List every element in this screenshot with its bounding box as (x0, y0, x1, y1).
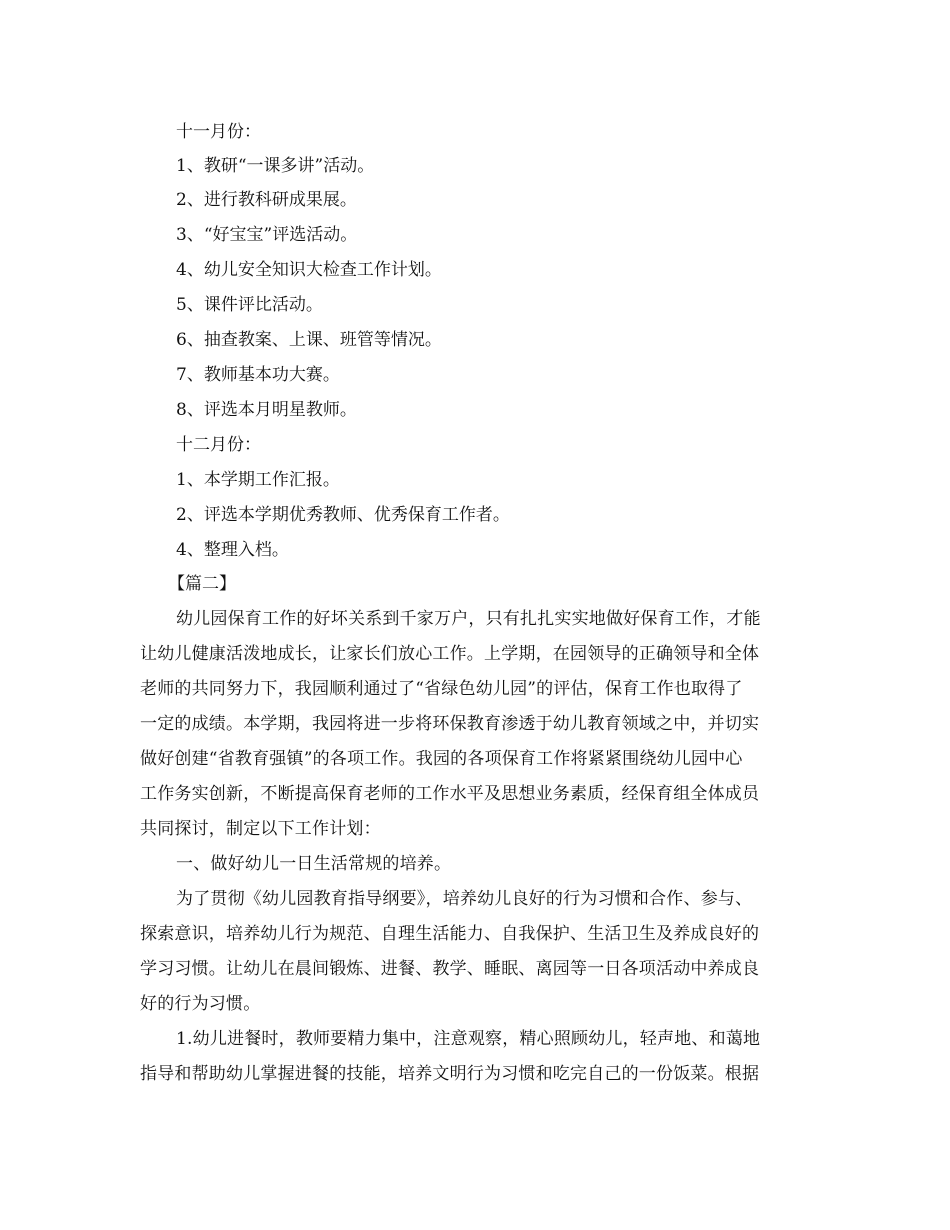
november-item-1: 1、教研“一课多讲”活动。 (176, 156, 375, 176)
section-one-line-1: 为了贯彻《幼儿园教育指导纲要》，培养幼儿良好的行为习惯和合作、参与、 (176, 889, 753, 909)
intro-line-5: 做好创建“省教育强镇”的各项工作。我园的各项保育工作将紧紧围绕幼儿园中心 (140, 749, 743, 769)
section-one-heading: 一、做好幼儿一日生活常规的培养。 (176, 854, 452, 874)
intro-line-2: 让幼儿健康活泼地成长，让家长们放心工作。上学期，在园领导的正确领导和全体 (140, 644, 760, 664)
december-item-3: 4、整理入档。 (176, 540, 289, 560)
november-item-6: 6、抽查教案、上课、班管等情况。 (176, 330, 442, 350)
november-item-4: 4、幼儿安全知识大检查工作计划。 (176, 260, 442, 280)
november-item-7: 7、教师基本功大赛。 (176, 365, 340, 385)
intro-line-4: 一定的成绩。本学期，我园将进一步将环保教育渗透于幼儿教育领域之中，并切实 (140, 714, 760, 734)
intro-line-1: 幼儿园保育工作的好坏关系到千家万户，只有扎扎实实地做好保育工作，才能 (176, 609, 761, 629)
november-item-2: 2、进行教科研成果展。 (176, 190, 357, 210)
item-one-line-1: 1.幼儿进餐时，教师要精力集中，注意观察，精心照顾幼儿，轻声地、和蔼地 (176, 1029, 761, 1049)
intro-line-6: 工作务实创新，不断提高保育老师的工作水平及思想业务素质，经保育组全体成员 (140, 784, 760, 804)
november-item-8: 8、评选本月明星教师。 (176, 400, 357, 420)
november-heading: 十一月份： (176, 122, 261, 142)
december-item-1: 1、本学期工作汇报。 (176, 470, 340, 490)
section-one-line-4: 好的行为习惯。 (140, 994, 261, 1014)
december-item-2: 2、评选本学期优秀教师、优秀保育工作者。 (176, 505, 510, 525)
item-one-line-2: 指导和帮助幼儿掌握进餐的技能，培养文明行为习惯和吃完自己的一份饭菜。根据 (140, 1064, 760, 1084)
section-one-line-3: 学习习惯。让幼儿在晨间锻炼、进餐、教学、睡眠、离园等一日各项活动中养成良 (140, 959, 760, 979)
november-item-3: 3、“好宝宝”评选活动。 (176, 225, 358, 245)
intro-line-7: 共同探讨，制定以下工作计划： (140, 819, 381, 839)
part-two-title: 【篇二】 (168, 574, 236, 594)
november-item-5: 5、课件评比活动。 (176, 295, 323, 315)
section-one-line-2: 探索意识，培养幼儿行为规范、自理生活能力、自我保护、生活卫生及养成良好的 (140, 924, 760, 944)
december-heading: 十二月份： (176, 435, 261, 455)
intro-line-3: 老师的共同努力下，我园顺利通过了“省绿色幼儿园”的评估，保育工作也取得了 (140, 679, 743, 699)
